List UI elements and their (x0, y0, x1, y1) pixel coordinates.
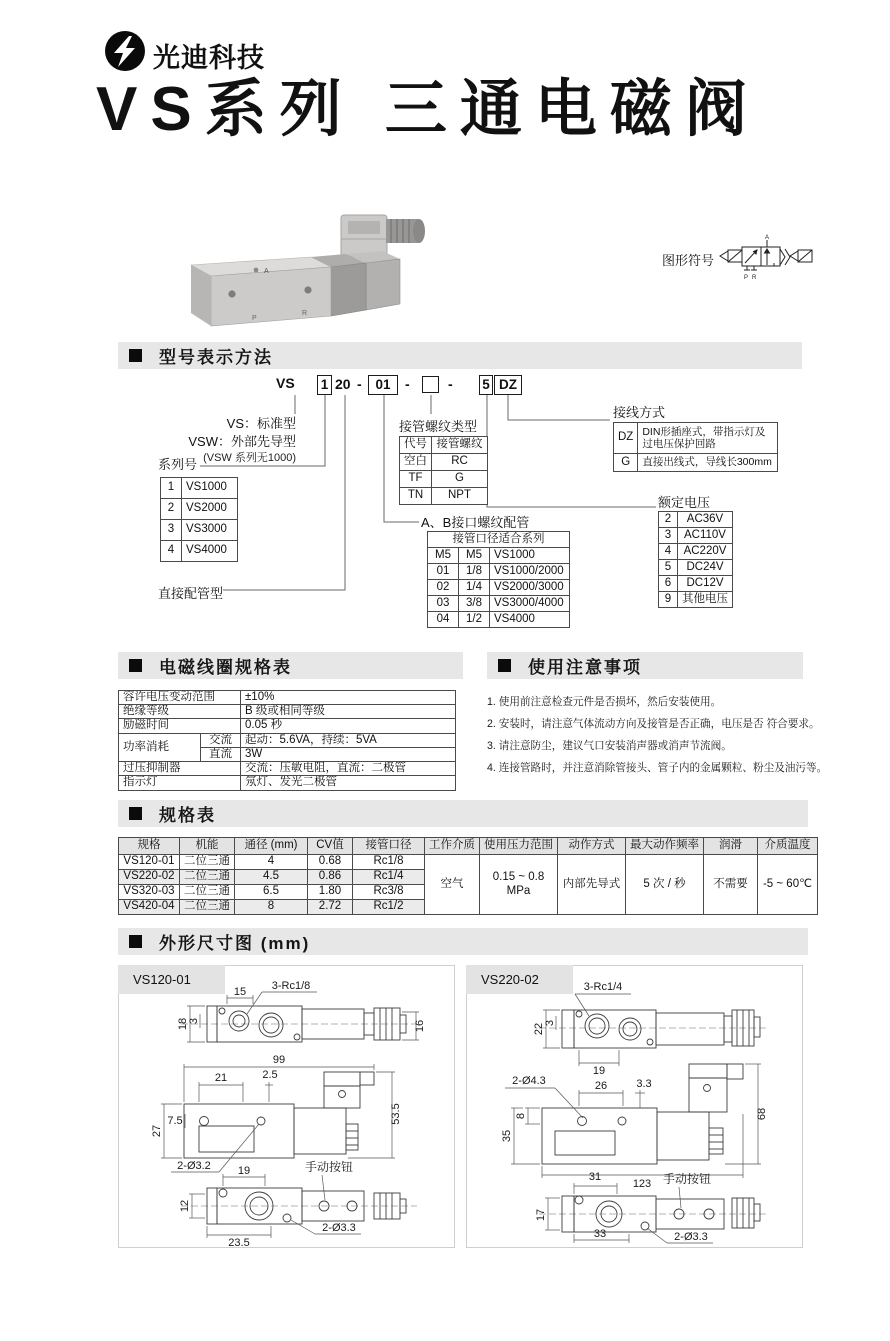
spec-frequency: 5 次 / 秒 (626, 855, 704, 915)
dim-label: 27 (151, 1124, 163, 1138)
symbol-port-r: R (752, 275, 757, 281)
dim-label: 31 (588, 1171, 602, 1183)
dim-label: 3.3 (636, 1078, 652, 1090)
section-bullet-icon (129, 349, 142, 362)
dim-label: 3-Rc1/8 (271, 980, 311, 992)
symbol-port-a: A (765, 235, 770, 241)
page-title: VS系列 三通电磁阀 (96, 75, 760, 144)
brand-name: 光迪科技 (153, 43, 265, 73)
section-bar-dims: 外形尺寸图 (mm) (118, 928, 808, 955)
spec-row: VS120-01 二位三通 4 0.68 Rc1/8 空气 0.15 ~ 0.8 MPa 内部先导式 5 次 / 秒 不需要 -5 ~ 60℃ (119, 855, 818, 870)
manual-button-label: 手动按钮 (662, 1172, 712, 1186)
section-bar-spec: 规格表 (118, 800, 808, 827)
series-label: 系列号 (158, 457, 198, 472)
usage-notes (487, 691, 828, 779)
dim-panel-label: VS220-02 (466, 965, 573, 994)
note-item: 4. 连接管路时，并注意消除管接头、管子内的金属颗粒、粉尘及油污等。 (487, 762, 828, 774)
dim-label: 2-Ø3.3 (674, 1231, 708, 1243)
model-designation-diagram (118, 374, 802, 640)
dim-label: 2.5 (262, 1069, 278, 1081)
spec-row: VS220-02 二位三通 4.5 0.86 Rc1/4 (119, 870, 818, 885)
dim-label: 23.5 (228, 1237, 250, 1249)
thread-type-label: 接管螺纹类型 (399, 419, 478, 434)
dim-label: 3-Rc1/4 (583, 981, 623, 993)
dim-label: 18 (177, 1017, 189, 1031)
dim-label: 19 (592, 1065, 606, 1077)
model-code-prefix: VS (276, 375, 295, 391)
dim-label: 16 (414, 1019, 426, 1033)
voltage-table: 2 AC36V 3 AC110V 4 AC220V 5 DC24V 6 DC12V 9 其他电压 (658, 511, 733, 608)
dim-drawing-vs220 (467, 966, 804, 1249)
ab-port-label: A、B接口螺纹配管 (421, 515, 530, 530)
dim-label: 53.5 (390, 1103, 402, 1125)
model-code-box-series: 1 (317, 375, 332, 395)
ab-port-table: 接管口径适合系列 M5 M5 VS1000 01 1/8 VS1000/2000 02 1/4 VS2000/3000 03 3/8 VS3000/4000 04 1/2 VS4000 (427, 531, 570, 628)
section-bar-coil: 电磁线圈规格表 (118, 652, 463, 679)
spec-lube: 不需要 (704, 855, 758, 915)
dim-label: 21 (214, 1072, 228, 1084)
note-item: 2. 安装时，请注意气体流动方向及接管是否正确，电压是否 符合要求。 (487, 718, 820, 730)
dim-panel-vs220 (466, 965, 803, 1248)
spec-row: VS420-04 二位三通 8 2.72 Rc1/2 (119, 900, 818, 915)
model-code-dash3: - (448, 376, 453, 392)
direct-pipe-label: 直接配管型 (158, 586, 224, 601)
dim-label: 3 (544, 1019, 556, 1027)
dim-label: 68 (756, 1107, 768, 1121)
thread-type-table: 代号 接管螺纹 空白 RC TF G TN NPT (399, 436, 488, 505)
model-code-dash1: - (357, 376, 362, 392)
series-table: 1 VS1000 2 VS2000 3 VS3000 4 VS4000 (160, 477, 238, 562)
valve-symbol (716, 234, 820, 284)
valve-photo (160, 203, 440, 338)
photo-port-a: A (264, 268, 269, 275)
photo-port-p: P (252, 315, 257, 322)
dim-label: 2-Ø3.2 (177, 1160, 211, 1172)
wiring-table: DZ DIN形插座式，带指示灯及过电压保护回路 G 直接出线式，导线长300mm (613, 422, 778, 472)
dim-label: 2-Ø3.3 (322, 1222, 356, 1234)
dim-label: 123 (632, 1178, 652, 1190)
section-bar-model: 型号表示方法 (118, 342, 802, 369)
dim-label: 3 (188, 1017, 200, 1025)
manual-button-label: 手动按钮 (304, 1160, 354, 1174)
model-code-dash2: - (405, 376, 410, 392)
section-bullet-icon (129, 935, 142, 948)
section-bullet-icon (129, 659, 142, 672)
spec-medium: 空气 (425, 855, 480, 915)
dim-label: 26 (594, 1080, 608, 1092)
dim-panel-label: VS120-01 (118, 965, 225, 994)
model-code-box-voltage: 5 (479, 375, 493, 395)
spec-table: 规格 机能 通径 (mm) CV值 接管口径 工作介质 使用压力范围 动作方式 最大动作频率 润滑 介质温度 VS120-01 二位三通 4 0.68 Rc1/8 空气 0.15 ~ 0.8 MPa 内部先导式 5 次 / 秒 不需要 -5 ~ 60℃ VS220-02 二位三通 4.5 0.86 Rc1/4 VS320-03 二位三通 6.5 1.80 Rc3/8 VS420-04 二位三通 8 2.72 Rc1/2 (118, 837, 818, 915)
section-bullet-icon (498, 659, 511, 672)
dim-label: 12 (179, 1199, 191, 1213)
dim-drawing-vs120 (119, 966, 456, 1249)
spec-row: VS320-03 二位三通 6.5 1.80 Rc3/8 (119, 885, 818, 900)
model-code-seg: 20 (335, 376, 351, 392)
dim-label: 17 (535, 1208, 547, 1222)
dim-label: 2-Ø4.3 (512, 1075, 546, 1087)
symbol-port-p: P (744, 275, 749, 281)
voltage-label: 额定电压 (658, 495, 711, 510)
spec-action: 内部先导式 (558, 855, 626, 915)
dim-label: 22 (533, 1022, 545, 1036)
model-code-box-port: 01 (368, 375, 398, 395)
model-code-box-wiring: DZ (494, 375, 522, 395)
dim-label: 19 (237, 1165, 251, 1177)
section-bar-notes: 使用注意事项 (487, 652, 803, 679)
dim-panel-vs120 (118, 965, 455, 1248)
dim-label: 15 (233, 986, 247, 998)
dim-label: 99 (272, 1054, 286, 1066)
spec-pressure: 0.15 ~ 0.8 MPa (480, 855, 558, 915)
dim-label: 35 (501, 1129, 513, 1143)
dim-label: 7.5 (167, 1115, 183, 1127)
model-type-legend: VS：标准型 VSW：外部先导型 (VSW 系列无1000) (188, 416, 296, 464)
model-code-box-thread (422, 376, 439, 393)
note-item: 1. 使用前注意检查元件是否损坏，然后安装使用。 (487, 696, 722, 708)
note-item: 3. 请注意防尘，建议气口安装消声器或消声节流阀。 (487, 740, 732, 752)
spec-temp: -5 ~ 60℃ (758, 855, 818, 915)
dim-label: 33 (593, 1228, 607, 1240)
brand-logo-icon (104, 30, 148, 74)
wiring-label: 接线方式 (613, 405, 666, 420)
dim-label: 8 (515, 1112, 527, 1120)
coil-spec-table: 容许电压变动范围 ±10% 绝缘等级 B 级或相同等级 励磁时间 0.05 秒 功率消耗 交流 起动：5.6VA，持续：5VA 直流 3W 过压抑制器 交流：压敏电阻，直流：二极管 指示灯 氖灯、发光二极管 (118, 690, 456, 791)
section-bullet-icon (129, 807, 142, 820)
photo-port-r: R (302, 310, 308, 317)
symbol-label: 图形符号 (662, 253, 715, 268)
